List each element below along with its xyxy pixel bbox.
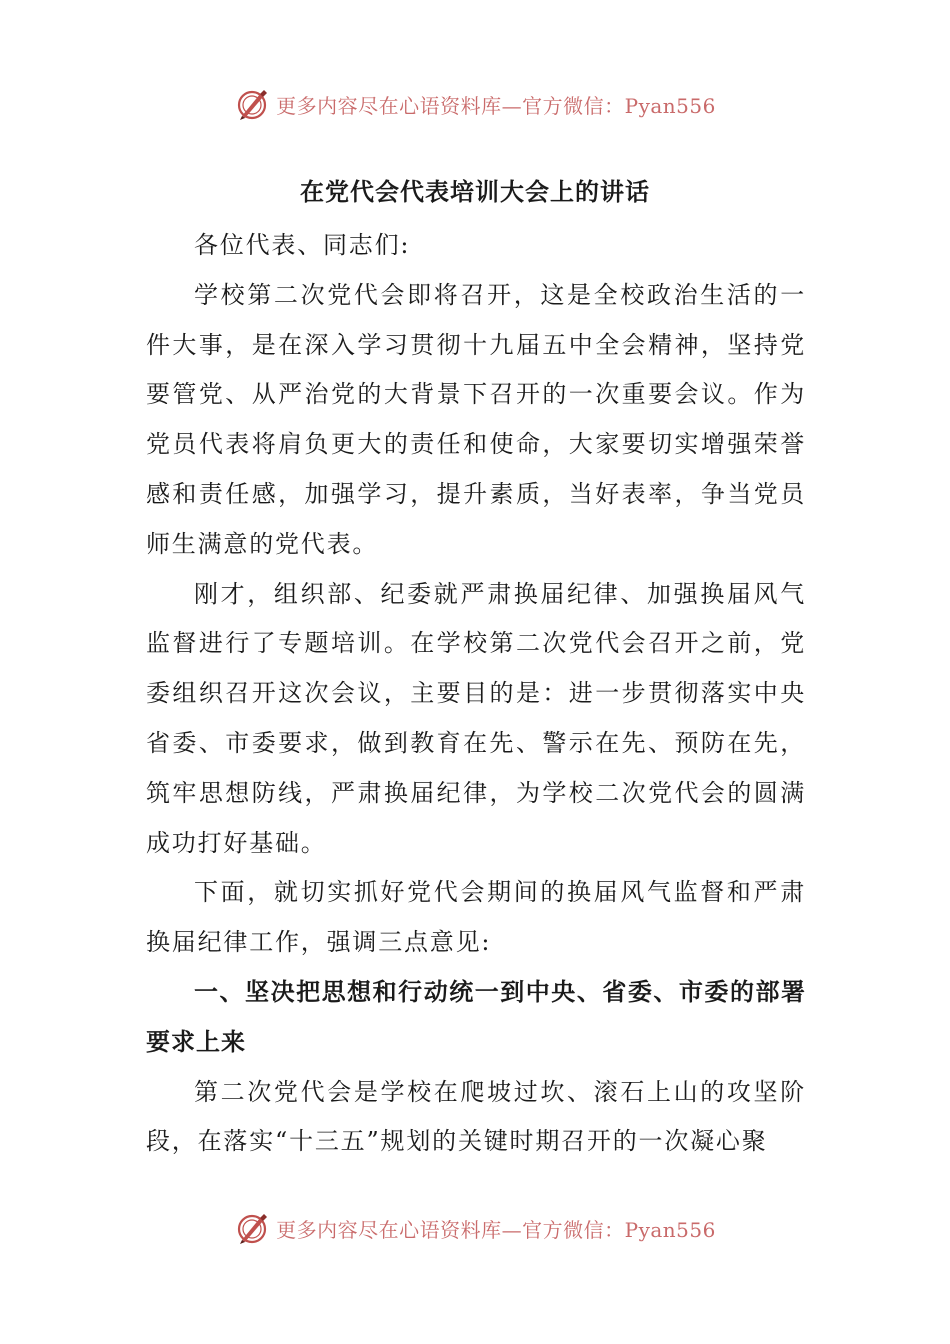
paragraph: 刚才，组织部、纪委就严肃换届纪律、加强换届风气监督进行了专题培训。在学校第二次党代会召开之前，党委组织召开这次会议，主要目的是：进一步贯彻落实中央省委、市委要求，做到教育在先、警示在先、预防在先，筑牢思想防线，严肃换届纪律，为学校二次党代会的圆满成功打好基础。 bbox=[146, 579, 806, 857]
paragraph: 学校第二次党代会即将召开，这是全校政治生活的一件大事，是在深入学习贯彻十九届五中全会精神，坚持党要管党、从严治党的大背景下召开的一次重要会议。作为党员代表将肩负更大的责任和使命，大家要切实增强荣誉感和责任感，加强学习，提升素质，当好表率，争当党员师生满意的党代表。 bbox=[146, 280, 806, 558]
paragraph: 下面，就切实抓好党代会期间的换届风气监督和严肃换届纪律工作，强调三点意见: bbox=[146, 878, 806, 957]
watermark-text: 更多内容尽在心语资料库—官方微信：Pyan556 bbox=[276, 93, 716, 118]
watermark-text: 更多内容尽在心语资料库—官方微信：Pyan556 bbox=[276, 1217, 716, 1242]
paragraph: 第二次党代会是学校在爬坡过坎、滚石上山的攻坚阶段，在落实“十三五”规划的关键时期召开的一次凝心聚 bbox=[146, 1077, 806, 1156]
section-heading: 一、坚决把思想和行动统一到中央、省委、市委的部署要求上来 bbox=[146, 977, 806, 1056]
watermark-banner-top bbox=[0, 82, 950, 126]
watermark-banner-bottom bbox=[0, 1206, 950, 1250]
document-title: 在党代会代表培训大会上的讲话 bbox=[300, 178, 650, 206]
pen-logo-icon bbox=[234, 86, 270, 122]
pen-logo-icon bbox=[234, 1210, 270, 1246]
document-body bbox=[146, 221, 806, 1167]
salutation: 各位代表、同志们: bbox=[194, 231, 411, 259]
